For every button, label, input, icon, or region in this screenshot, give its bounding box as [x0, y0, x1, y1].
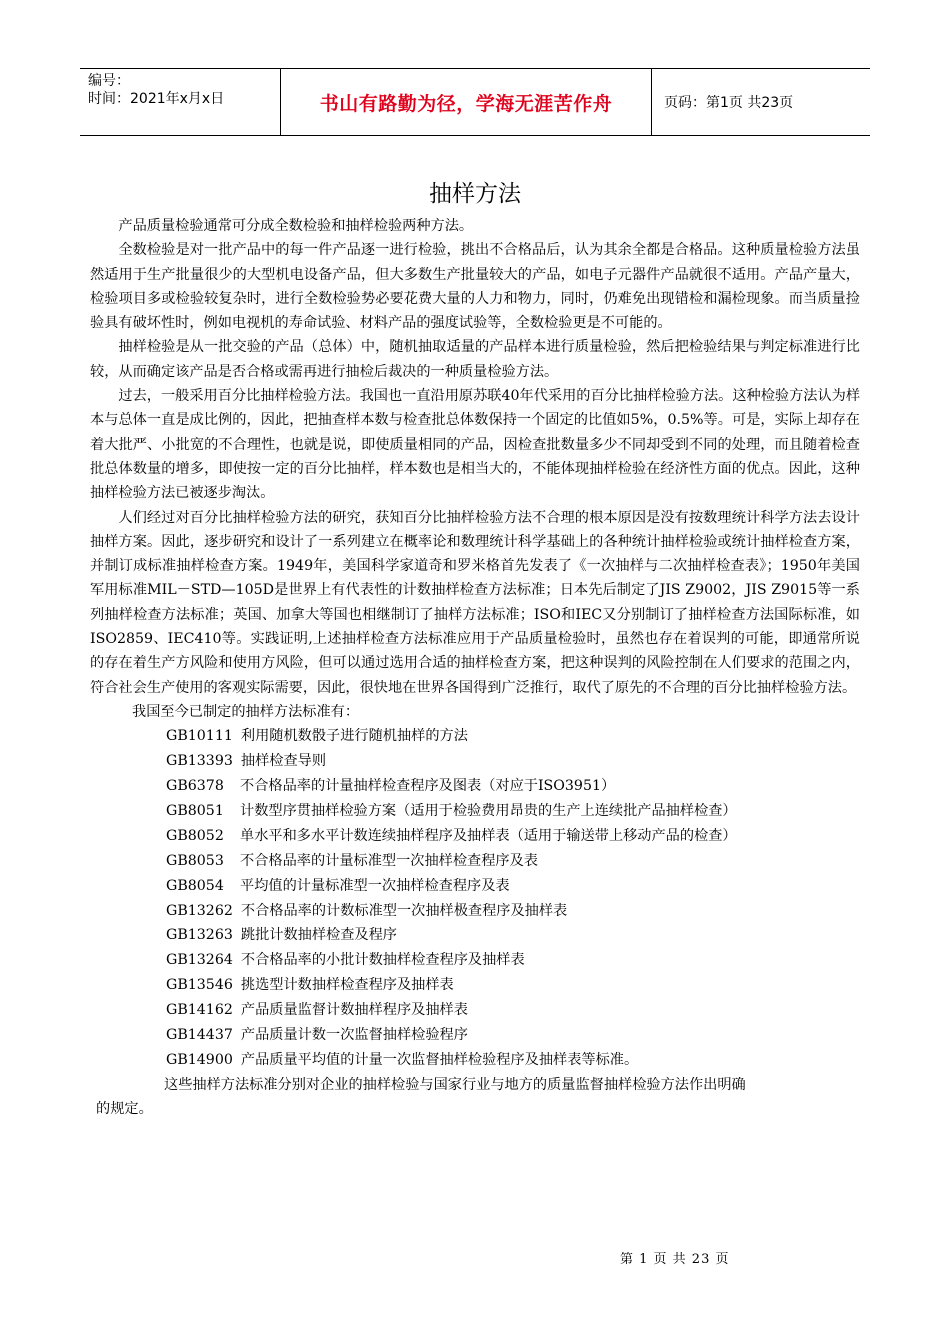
list-item — [166, 724, 860, 749]
standard-code: GB13263 — [166, 927, 233, 944]
paragraph: 人们经过对百分比抽样检验方法的研究，获知百分比抽样检验方法不合理的根本原因是没有按数理统计科学方法去设计抽样方案。因此，逐步研究和设计了一系列建立在概率论和数理统计科学基础上的各种统计抽样检验或统计抽样检查方案，并制订成标准抽样检查方案。1949年，美国科学家道奇和罗米格首先发表了《一次抽样与二次抽样检查表》；1950年美国军用标准MIL－STD—105D是世界上有代表性的计数抽样检查方法标准；日本先后制定了JIS Z9002，JIS Z9015等一系列抽样检查方法标准；英国、加拿大等国也相继制订了抽样方法标准；ISO和IEC又分别制订了抽样检查方法国际标准，如ISO2859、IEC410等。实践证明,上述抽样检查方法标准应用于产品质量检验时，虽然也存在着误判的可能，即通常所说的存在着生产方风险和使用方风险，但可以通过选用合适的抽样检查方案，把这种误判的风险控制在人们要求的范围之内，符合社会生产使用的客观实际需要，因此，很快地在世界各国得到广泛推行，取代了原先的不合理的百分比抽样检验方法。 — [90, 509, 860, 696]
standard-code: GB8052 — [166, 827, 224, 844]
page-header — [80, 68, 870, 136]
standard-code: GB13393 — [166, 753, 233, 770]
paragraph: 抽样检验是从一批交验的产品（总体）中，随机抽取适量的产品样本进行质量检验，然后把检验结果与判定标准进行比较，从而确定该产品是否合格或需再进行抽检后裁决的一种质量检验方法。 — [90, 339, 860, 380]
standard-code: GB8054 — [166, 877, 224, 894]
standard-description: 不合格品率的计量抽样检查程序及图表（对应于ISO3951） — [240, 778, 616, 795]
standard-description: 产品质量计数一次监督抽样检验程序 — [240, 1027, 468, 1044]
list-item — [166, 799, 860, 824]
standard-description: 抽样检查导则 — [240, 753, 327, 770]
header-meta — [80, 69, 280, 135]
document-time-label: 时间：2021年x月x日 — [88, 91, 225, 107]
standard-description: 产品质量监督计数抽样程序及抽样表 — [240, 1002, 468, 1019]
standard-description: 不合格品率的计量标准型一次抽样检查程序及表 — [240, 852, 538, 869]
header-motto-cell — [280, 69, 652, 135]
standards-list — [90, 724, 860, 1073]
page-footer: 第 1 页 共 23 页 — [620, 1252, 730, 1267]
standard-description: 挑选型计数抽样检查程序及抽样表 — [240, 977, 454, 994]
standard-code: GB14162 — [166, 1002, 233, 1019]
paragraph: 全数检验是对一批产品中的每一件产品逐一进行检验，挑出不合格品后，认为其余全都是合格品。这种质量检验方法虽然适用于生产批量很少的大型机电设备产品，但大多数生产批量较大的产品，如电子元器件产品就很不适用。产品产量大，检验项目多或检验较复杂时，进行全数检验势必要花费大量的人力和物力，同时，仍难免出现错检和漏检现象。而当质量捡验具有破坏性时，例如电视机的寿命试验、材料产品的强度试验等，全数检验更是不可能的。 — [90, 242, 860, 332]
document-title: 抽样方法 — [429, 181, 521, 207]
closing-line: 的规定。 — [96, 1101, 153, 1118]
standard-description: 平均值的计量标准型一次抽样检查程序及表 — [240, 877, 510, 894]
paragraph: 产品质量检验通常可分成全数检验和抽样检验两种方法。 — [118, 218, 474, 234]
standard-code: GB13262 — [166, 902, 233, 919]
standard-code: GB14900 — [166, 1052, 233, 1069]
list-item — [166, 973, 860, 998]
standard-description: 计数型序贯抽样检验方案（适用于检验费用昂贵的生产上连续批产品抽样检查） — [240, 802, 737, 819]
header-motto: 书山有路勤为径，学海无涯苦作舟 — [319, 92, 613, 115]
document-body — [90, 214, 860, 1122]
standard-description: 不合格品率的计数标准型一次抽样极查程序及抽样表 — [240, 902, 568, 919]
standard-code: GB8053 — [166, 852, 224, 869]
list-item — [166, 899, 860, 924]
standard-code: GB13264 — [166, 952, 233, 969]
paragraph: 过去，一般采用百分比抽样检验方法。我国也一直沿用原苏联40年代采用的百分比抽样检验方法。这种检验方法认为样本与总体一直是成比例的，因此，把抽查样本数与检查批总体数保持一个固定的比值如5%，0.5%等。可是，实际上却存在着大批严、小批宽的不合理性，也就是说，即使质量相同的产品，因检查批数量多少不同却受到不同的处理，而且随着检查批总体数量的增多，即使按一定的百分比抽样，样本数也是相当大的，不能体现抽样检验在经济性方面的优点。因此，这种抽样检验方法已被逐步淘汰。 — [90, 388, 861, 502]
list-item — [166, 849, 860, 874]
list-item — [166, 824, 860, 849]
list-item — [166, 774, 860, 799]
standards-intro: 我国至今已制定的抽样方法标准有： — [132, 703, 360, 720]
closing-line: 这些抽样方法标准分别对企业的抽样检验与国家行业与地方的质量监督抽样检验方法作出明确 — [164, 1076, 746, 1093]
list-item — [166, 749, 860, 774]
standard-code: GB8051 — [166, 802, 224, 819]
standard-code: GB10111 — [166, 728, 233, 745]
list-item — [166, 874, 860, 899]
list-item — [166, 998, 860, 1023]
standard-description: 单水平和多水平计数连续抽样程序及抽样表（适用于输送带上移动产品的检查） — [240, 827, 737, 844]
standard-description: 不合格品率的小批计数抽样检查程序及抽样表 — [240, 952, 525, 969]
header-page-info-cell — [652, 69, 870, 135]
standard-code: GB6378 — [166, 778, 224, 795]
list-item — [166, 948, 860, 973]
list-item — [166, 1048, 860, 1073]
standard-code: GB13546 — [166, 977, 233, 994]
standard-description: 利用随机数骰子进行随机抽样的方法 — [240, 728, 468, 745]
closing-paragraph — [90, 1073, 860, 1122]
standard-code: GB14437 — [166, 1027, 233, 1044]
standard-description: 产品质量平均值的计量一次监督抽样检验程序及抽样表等标准。 — [240, 1052, 639, 1069]
header-page-info: 页码：第1页 共23页 — [664, 95, 794, 111]
document-number-label: 编号： — [88, 73, 130, 89]
list-item — [166, 1023, 860, 1048]
list-item — [166, 923, 860, 948]
standard-description: 跳批计数抽样检查及程序 — [240, 927, 397, 944]
